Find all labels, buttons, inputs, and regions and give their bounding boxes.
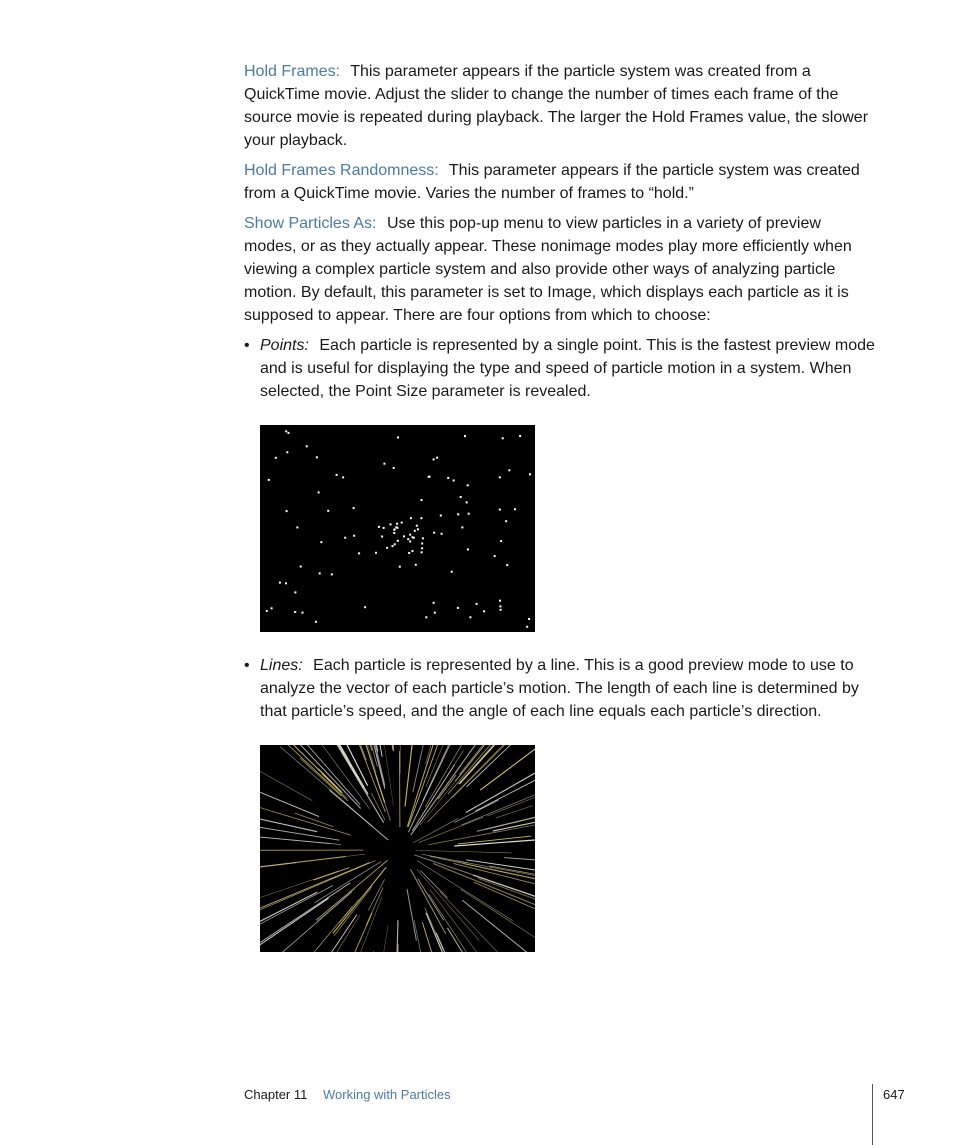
particle-point bbox=[403, 535, 405, 537]
particle-point bbox=[528, 618, 530, 620]
page-number: 647 bbox=[883, 1087, 905, 1102]
definition-text: This parameter appears if the particle system was created from a QuickTime movie. Varies the number of frames to “hold.” bbox=[244, 162, 860, 202]
particle-point bbox=[425, 616, 427, 618]
particle-point bbox=[353, 507, 355, 509]
particle-point bbox=[500, 609, 502, 611]
particle-point bbox=[457, 607, 459, 609]
particle-point bbox=[390, 523, 392, 525]
particle-point bbox=[383, 527, 385, 529]
particle-point bbox=[296, 526, 298, 528]
particle-point bbox=[420, 517, 422, 519]
bullet-dot: • bbox=[244, 337, 250, 354]
particle-point bbox=[415, 564, 417, 566]
particle-point bbox=[393, 529, 395, 531]
particle-point bbox=[468, 513, 470, 515]
particle-point bbox=[434, 612, 436, 614]
particle-point bbox=[422, 537, 424, 539]
definition-text: This parameter appears if the particle system was created from a QuickTime movie. Adjust the slider to change the number of times each frame of the source movie is repeated during playback. The larger the Hold Frames value, the slower your playback. bbox=[244, 63, 869, 149]
footer-chapter: Chapter 11 bbox=[244, 1087, 308, 1102]
particle-point bbox=[433, 602, 435, 604]
bullet-text: Each particle is represented by a single point. This is the fastest preview mode and is useful for displaying the type and speed of particle motion in a system. When selected, the Point Size parameter is revealed. bbox=[260, 337, 875, 400]
particle-point bbox=[433, 532, 435, 534]
particle-point bbox=[421, 551, 423, 553]
particle-point bbox=[457, 513, 459, 515]
term-points: Points: bbox=[260, 337, 309, 354]
particle-point bbox=[394, 543, 396, 545]
particle-point bbox=[285, 430, 287, 432]
lines-preview-image bbox=[260, 745, 535, 952]
particle-point bbox=[526, 626, 528, 628]
particle-point bbox=[392, 545, 394, 547]
particle-point bbox=[417, 528, 419, 530]
particle-point bbox=[447, 477, 449, 479]
particle-point bbox=[410, 517, 412, 519]
particle-point bbox=[407, 538, 409, 540]
particle-point bbox=[408, 552, 410, 554]
definition-hold-frames-randomness bbox=[244, 159, 876, 205]
particle-point bbox=[409, 534, 411, 536]
particle-point bbox=[412, 550, 414, 552]
particle-point bbox=[393, 532, 395, 534]
particle-point bbox=[302, 612, 304, 614]
particle-point bbox=[396, 523, 398, 525]
particle-point bbox=[433, 458, 435, 460]
particle-point bbox=[483, 610, 485, 612]
term-show-particles-as: Show Particles As: bbox=[244, 215, 377, 232]
particle-point bbox=[266, 610, 268, 612]
particle-point bbox=[342, 476, 344, 478]
particle-point bbox=[440, 515, 442, 517]
particle-point bbox=[364, 606, 366, 608]
particle-point bbox=[494, 555, 496, 557]
particle-point bbox=[499, 605, 501, 607]
particle-point bbox=[353, 535, 355, 537]
particle-point bbox=[519, 435, 521, 437]
particle-point bbox=[467, 548, 469, 550]
particle-point bbox=[268, 479, 270, 481]
particle-point bbox=[499, 509, 501, 511]
particle-point bbox=[336, 474, 338, 476]
particle-point bbox=[300, 566, 302, 568]
particle-point bbox=[399, 566, 401, 568]
particle-point bbox=[476, 603, 478, 605]
definition-hold-frames bbox=[244, 60, 876, 152]
particle-point bbox=[421, 543, 423, 545]
particle-point bbox=[288, 432, 290, 434]
particle-point bbox=[499, 600, 501, 602]
particle-point bbox=[464, 435, 466, 437]
particle-point bbox=[505, 520, 507, 522]
particle-point bbox=[294, 611, 296, 613]
particle-point bbox=[508, 469, 510, 471]
particle-point bbox=[286, 510, 288, 512]
particle-point bbox=[378, 526, 380, 528]
particle-point bbox=[499, 476, 501, 478]
term-hold-frames: Hold Frames: bbox=[244, 63, 341, 80]
term-lines: Lines: bbox=[260, 657, 303, 674]
particle-point bbox=[393, 467, 395, 469]
particle-point bbox=[318, 491, 320, 493]
particle-point bbox=[429, 476, 431, 478]
particle-point bbox=[271, 607, 273, 609]
particle-point bbox=[327, 510, 329, 512]
page-footer bbox=[244, 1086, 451, 1104]
particle-point bbox=[386, 547, 388, 549]
particle-point bbox=[441, 533, 443, 535]
particle-point bbox=[502, 437, 504, 439]
particle-point bbox=[453, 480, 455, 482]
particle-point bbox=[467, 484, 469, 486]
particle-point bbox=[375, 552, 377, 554]
term-hold-frames-randomness: Hold Frames Randomness: bbox=[244, 162, 439, 179]
particle-point bbox=[395, 526, 397, 528]
particle-point bbox=[506, 564, 508, 566]
particle-point bbox=[286, 451, 288, 453]
particle-point bbox=[358, 552, 360, 554]
particle-point bbox=[306, 445, 308, 447]
particle-point bbox=[421, 499, 423, 501]
particle-point bbox=[409, 540, 411, 542]
definition-text: Use this pop-up menu to view particles in a variety of preview modes, or as they actually appear. These nonimage modes play more efficiently when viewing a complex particle system and also provide other ways of analyzing particle motion. By default, this parameter is set to Image, which displays each particle as it is supposed to appear. There are four options from which to choose: bbox=[244, 215, 852, 324]
particle-point bbox=[461, 526, 463, 528]
particle-point bbox=[397, 540, 399, 542]
particle-point bbox=[315, 621, 317, 623]
particle-point bbox=[529, 473, 531, 475]
particle-point bbox=[500, 540, 502, 542]
particle-point bbox=[275, 457, 277, 459]
footer-divider bbox=[872, 1084, 873, 1145]
particle-point bbox=[331, 573, 333, 575]
particle-point bbox=[319, 572, 321, 574]
particle-point bbox=[469, 616, 471, 618]
particle-point bbox=[421, 547, 423, 549]
particle-point bbox=[397, 436, 399, 438]
definition-show-particles-as bbox=[244, 212, 876, 327]
particle-point bbox=[294, 591, 296, 593]
particle-point bbox=[320, 541, 322, 543]
particle-point bbox=[381, 536, 383, 538]
particle-point bbox=[401, 522, 403, 524]
particle-point bbox=[316, 456, 318, 458]
particle-point bbox=[383, 463, 385, 465]
particle-point bbox=[414, 530, 416, 532]
points-preview-image bbox=[260, 425, 535, 632]
particle-point bbox=[514, 508, 516, 510]
particle-point bbox=[416, 525, 418, 527]
particle-point bbox=[460, 496, 462, 498]
bullet-text: Each particle is represented by a line. This is a good preview mode to use to analyze the vector of each particle’s motion. The length of each line is determined by that particle’s speed, and the angle of each line equals each particle’s direction. bbox=[260, 657, 859, 720]
particle-point bbox=[451, 571, 453, 573]
footer-chapter-title: Working with Particles bbox=[322, 1087, 451, 1102]
bullet-points bbox=[244, 334, 876, 403]
particle-point bbox=[279, 582, 281, 584]
bullet-dot: • bbox=[244, 657, 250, 674]
particle-point bbox=[344, 537, 346, 539]
particle-point bbox=[413, 537, 415, 539]
particle-point bbox=[436, 457, 438, 459]
page-content bbox=[244, 60, 876, 952]
particle-point bbox=[285, 582, 287, 584]
particle-point bbox=[466, 501, 468, 503]
bullet-lines bbox=[244, 654, 876, 723]
